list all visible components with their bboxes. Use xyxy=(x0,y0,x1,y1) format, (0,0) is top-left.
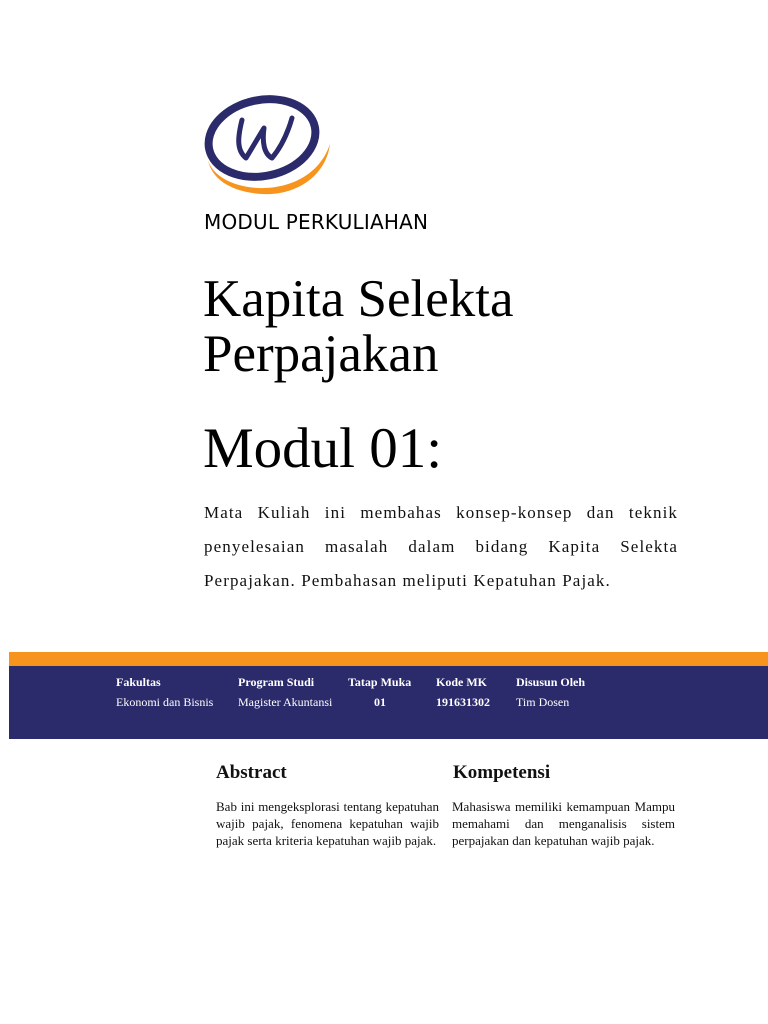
info-program-studi-value: Magister Akuntansi xyxy=(238,695,333,709)
course-title: Kapita Selekta Perpajakan xyxy=(203,270,514,383)
info-kode-mk xyxy=(436,675,516,710)
info-disusun-oleh-label: Disusun Oleh xyxy=(516,675,586,689)
kompetensi-text: Mahasiswa memiliki kemampuan Mampu memahami dan menganalisis sistem perpajakan dan kepatuhan wajib pajak. xyxy=(452,799,675,848)
abstract-heading: Abstract xyxy=(216,762,287,783)
info-tatap-muka-value: 01 xyxy=(374,695,386,709)
info-tatap-muka-label: Tatap Muka xyxy=(348,675,412,689)
course-info-band xyxy=(9,666,768,739)
info-kode-mk-label: Kode MK xyxy=(436,675,487,689)
module-number: Modul 01: xyxy=(203,417,443,480)
info-fakultas-value: Ekonomi dan Bisnis xyxy=(116,695,214,709)
kompetensi-heading: Kompetensi xyxy=(453,762,551,783)
info-program-studi-label: Program Studi xyxy=(238,675,315,689)
university-logo-icon xyxy=(200,92,334,204)
module-label: MODUL PERKULIAHAN xyxy=(204,210,429,234)
abstract-text: Bab ini mengeksplorasi tentang kepatuhan wajib pajak, fenomena kepatuhan wajib pajak serta kriteria kepatuhan wajib pajak. xyxy=(216,799,439,848)
info-fakultas xyxy=(116,675,236,710)
orange-accent-bar xyxy=(9,652,768,666)
info-disusun-oleh xyxy=(516,675,616,710)
course-description: Mata Kuliah ini membahas konsep-konsep dan teknik penyelesaian masalah dalam bidang Kapita Selekta Perpajakan. Pembahasan meliputi Kepatuhan Pajak. xyxy=(204,503,678,590)
info-disusun-oleh-value: Tim Dosen xyxy=(516,695,570,709)
info-fakultas-label: Fakultas xyxy=(116,675,161,689)
info-program-studi xyxy=(238,675,338,710)
info-tatap-muka xyxy=(348,675,428,710)
info-kode-mk-value: 191631302 xyxy=(436,695,490,709)
